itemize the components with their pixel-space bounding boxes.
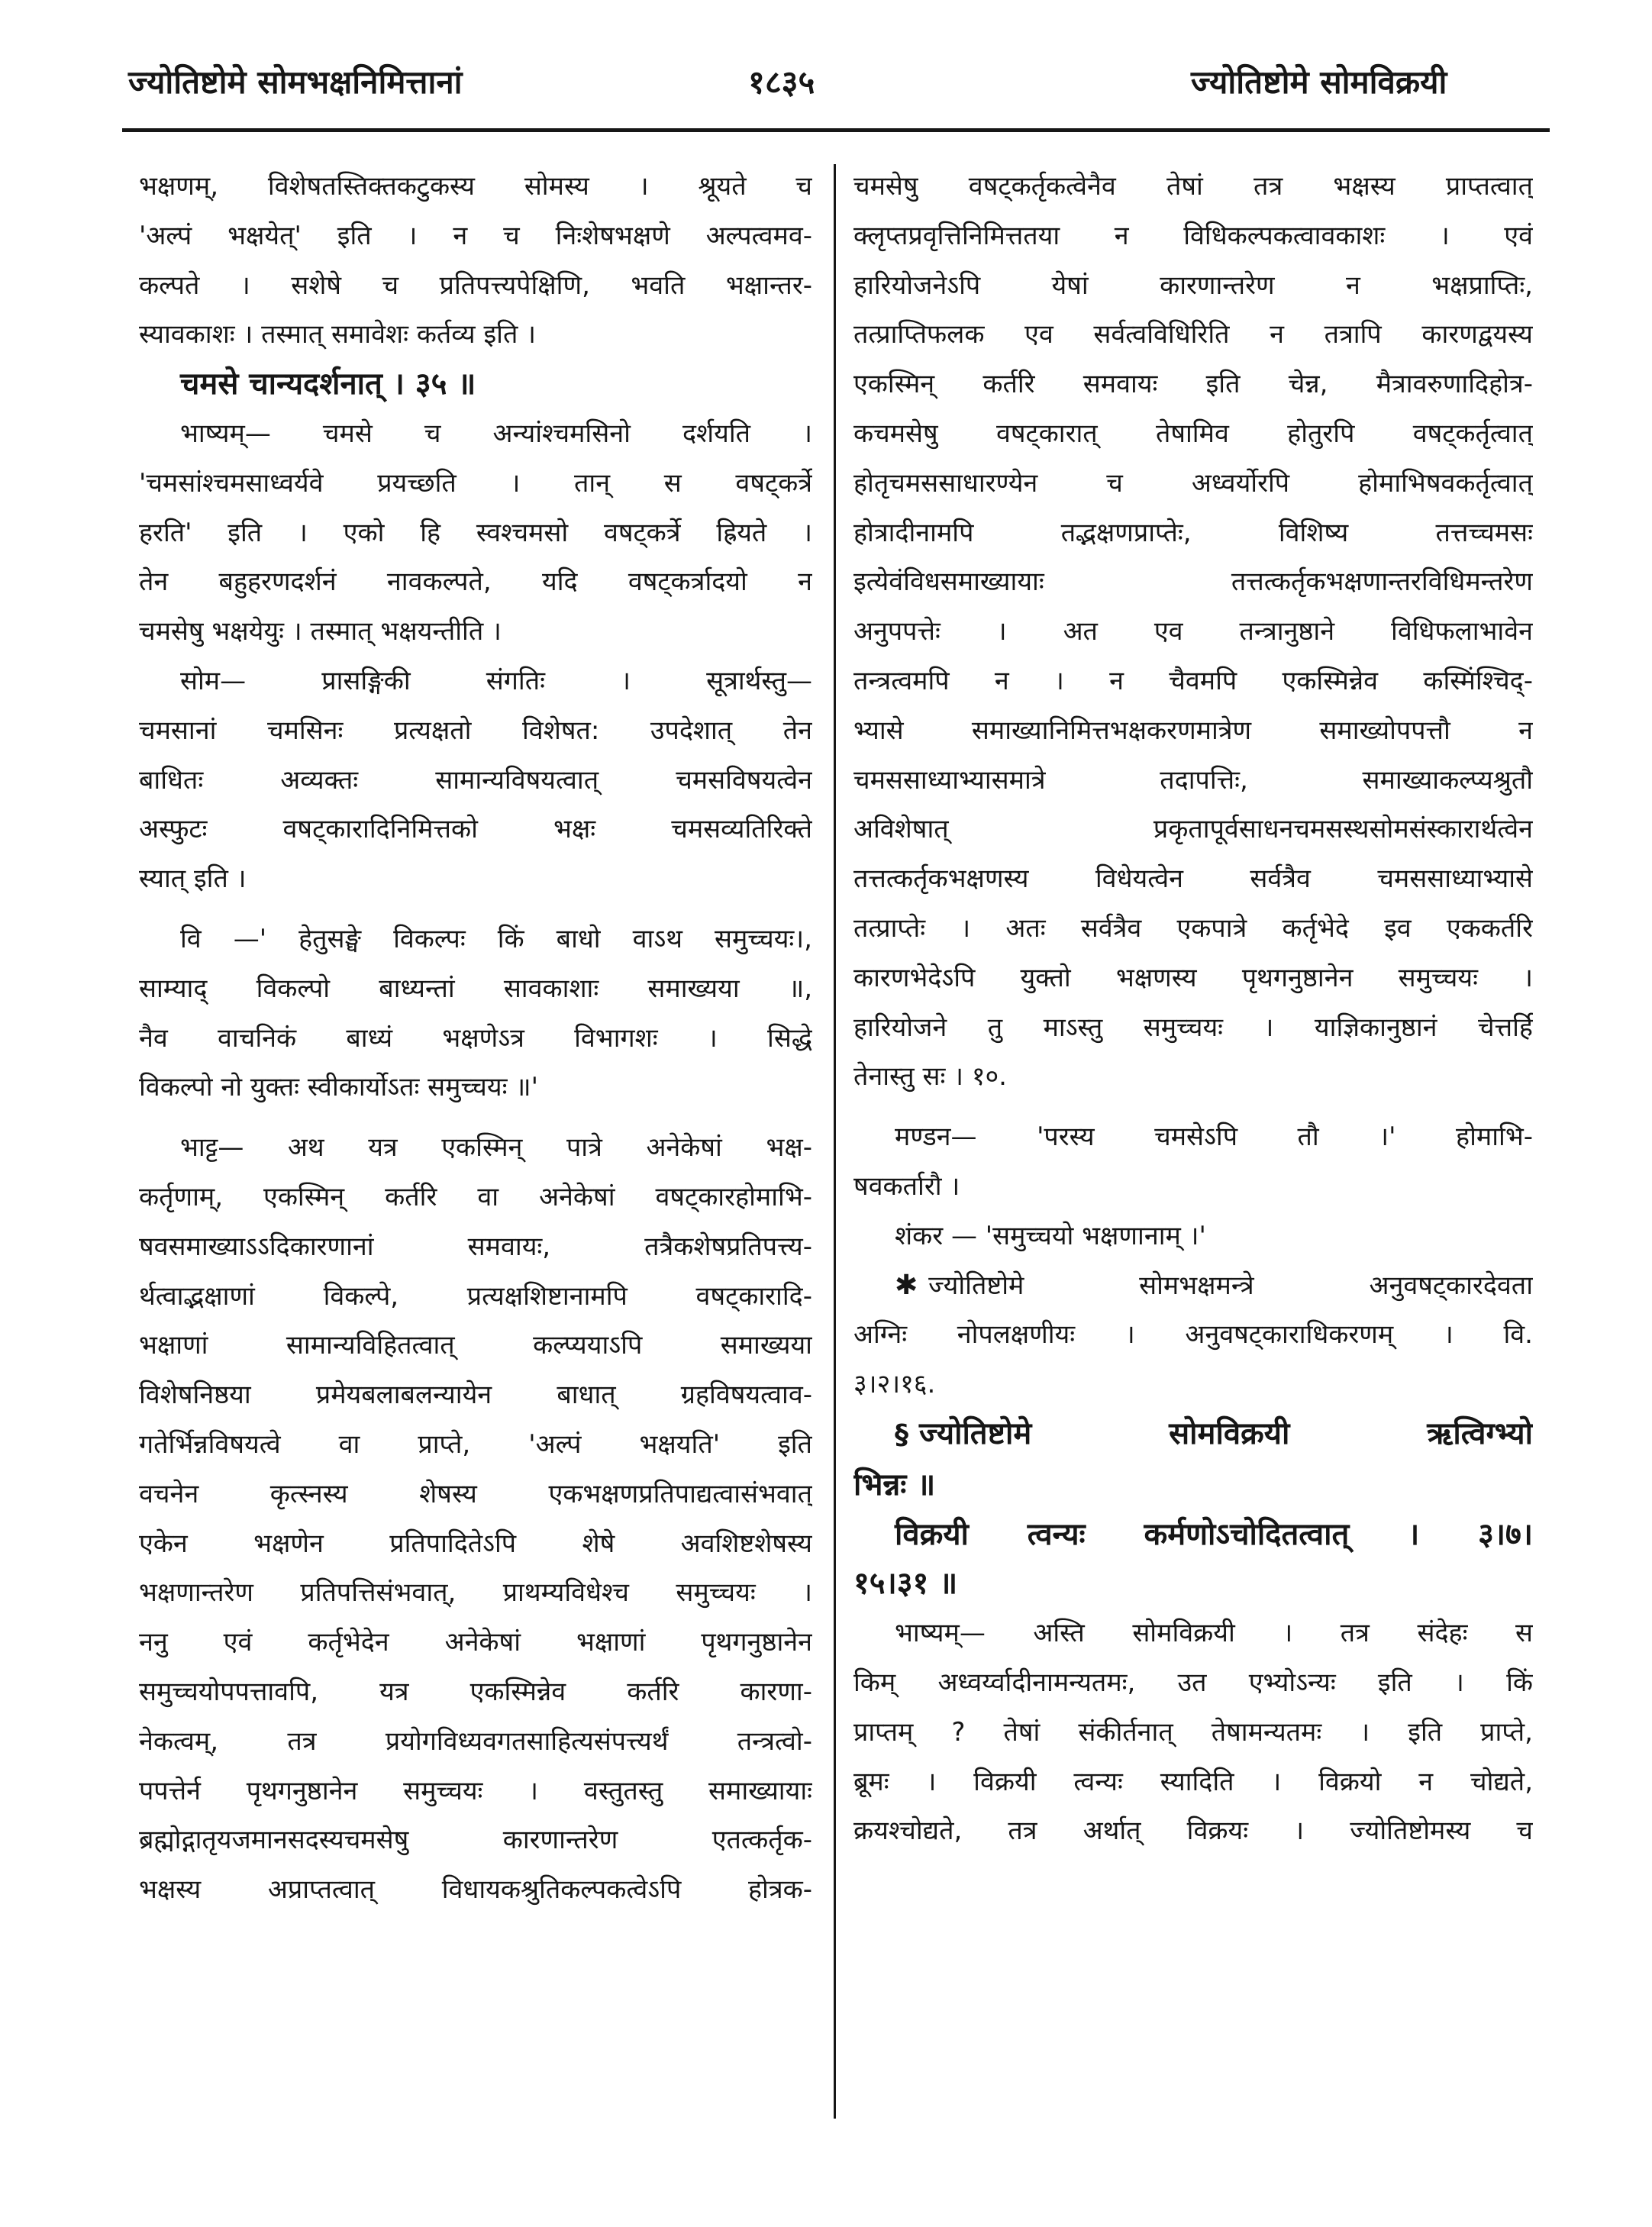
text-line: गतेर्भिन्नविषयत्वे वा प्राप्ते, 'अल्पं भक्षयति' इति <box>139 1428 812 1460</box>
text-line: हारियोजनेऽपि येषां कारणान्तरेण न भक्षप्राप्तिः, <box>853 269 1533 301</box>
paragraph-gap <box>139 904 812 915</box>
running-header-left: ज्योतिष्टोमे सोमभक्षनिमित्तानां <box>128 63 463 101</box>
text-line: एकेन भक्षणेन प्रतिपादितेऽपि शेषे अवशिष्टशेषस्य <box>139 1528 812 1559</box>
text-line: तत्प्राप्तिफलक एव सर्वत्वविधिरिति न तत्रापि कारणद्वयस्य <box>853 319 1533 350</box>
page-number: १८३५ <box>748 63 815 101</box>
text-line: तेन बहुहरणदर्शनं नावकल्पते, यदि वषट्कर्त्रादयो न <box>139 566 812 598</box>
text-line: एकस्मिन् कर्तरि समवायः इति चेन्न, मैत्रावरुणादिहोत्र- <box>853 369 1533 400</box>
text-line: भक्षाणां सामान्यविहितत्वात् कल्प्ययाऽपि समाख्यया <box>139 1330 812 1361</box>
text-line: 'अल्पं भक्षयेत्' इति । न च निःशेषभक्षणे अल्पत्वमव- <box>139 220 812 251</box>
text-line: समुच्चयोपपत्तावपि, यत्र एकस्मिन्नेव कर्तरि कारणा- <box>139 1676 812 1707</box>
text-line: तेनास्तु सः । १०. <box>853 1061 1007 1093</box>
text-line: वि —' हेतुसङ्घे विकल्पः किं बाधो वाऽथ समुच्चयः।, <box>180 923 812 954</box>
text-line: नैव वाचनिकं बाध्यं भक्षणेऽत्र विभागशः । सिद्धे <box>139 1022 812 1054</box>
text-line: ब्रह्मोद्गातृयजमानसदस्यचमसेषु कारणान्तरेण एतत्कर्तृक- <box>139 1825 812 1856</box>
footnote-text: ज्योतिष्टोमे सोमभक्षमन्त्रे अनुवषट्कारदेवता <box>928 1270 1533 1301</box>
text-line: अग्निः नोपलक्षणीयः । अनुवषट्काराधिकरणम् । वि. <box>853 1319 1533 1351</box>
text-line: चमसेषु भक्षयेयुः । तस्मात् भक्षयन्तीति । <box>139 616 502 647</box>
text-line: चमससाध्याभ्यासमात्रे तदापत्तिः, समाख्याकल्प्यश्रुतौ <box>853 764 1533 796</box>
text-line: 'चमसांश्चमसाध्वर्यवे प्रयच्छति । तान् स वषट्कर्त्रे <box>139 467 812 499</box>
text-line: विशेषनिष्ठया प्रमेयबलाबलन्यायेन बाधात् ग्रहविषयत्वाव- <box>139 1380 812 1411</box>
text-line: ब्रूमः । विक्रयी त्वन्यः स्यादिति । विक्रयो न चोद्यते, <box>853 1766 1533 1797</box>
text-line: स्यात् इति । <box>139 863 247 895</box>
star-icon: ✱ <box>895 1269 918 1301</box>
text-line: क्रयश्चोद्यते, तत्र अर्थात् विक्रयः । ज्योतिष्टोमस्य च <box>853 1815 1533 1847</box>
text-line: होत्रादीनामपि तद्भक्षणप्राप्तेः, विशिष्य तत्तच्चमसः <box>853 517 1533 548</box>
paragraph-gap <box>139 1112 812 1123</box>
text-line: क्लृप्तप्रवृत्तिनिमित्ततया न विधिकल्पकत्वावकाशः । एवं <box>853 220 1533 251</box>
text-line: वचनेन कृत्स्नस्य शेषस्य एकभक्षणप्रतिपाद्यत्वासंभवात् <box>139 1478 812 1509</box>
text-line: ३।२।१६. <box>853 1369 936 1400</box>
text-line: कर्तृणाम्, एकस्मिन् कर्तरि वा अनेकेषां वषट्कारहोमाभि- <box>139 1181 812 1212</box>
text-line: भ्यासे समाख्यानिमित्तभक्षकरणमात्रेण समाख्योपपत्तौ न <box>853 715 1533 746</box>
text-line: स्यावकाशः । तस्मात् समावेशः कर्तव्य इति । <box>139 319 537 350</box>
running-header-right: ज्योतिष्टोमे सोमविक्रयी <box>1191 63 1447 101</box>
text-line: सोम— प्रासङ्गिकी संगतिः । सूत्रार्थस्तु— <box>180 665 812 696</box>
text-line: भाट्ट— अथ यत्र एकस्मिन् पात्रे अनेकेषां भक्ष- <box>180 1132 812 1164</box>
text-line: कल्पते । सशेषे च प्रतिपत्त्यपेक्षिणि, भवति भक्षान्तर- <box>139 269 812 301</box>
column-divider <box>834 164 836 2119</box>
text-line: षवकर्तारौ । <box>853 1170 960 1202</box>
text-line: र्थत्वाद्भक्षाणां विकल्पे, प्रत्यक्षशिष्टानामपि वषट्कारादि- <box>139 1280 812 1312</box>
text-line: शंकर — 'समुच्चयो भक्षणानाम् ।' <box>895 1220 1206 1251</box>
text-line: अविशेषात् प्रकृतापूर्वसाधनचमसस्थसोमसंस्कारार्थत्वेन <box>853 814 1533 845</box>
section-heading: ज्योतिष्टोमे सोमविक्रयी ऋत्विग्भ्यो <box>919 1415 1533 1451</box>
text-line: चमसेषु वषट्कर्तृकत्वेनैव तेषां तत्र भक्षस्य प्राप्तत्वात् <box>853 171 1533 202</box>
text-line: भाष्यम्— चमसे च अन्यांश्चमसिनो दर्शयति । <box>180 418 812 449</box>
section-heading-line <box>853 1409 1533 1460</box>
sutra-number: १५।३१ ॥ <box>853 1566 958 1602</box>
text-line: बाधितः अव्यक्तः सामान्यविषयत्वात् चमसविषयत्वेन <box>139 764 812 796</box>
text-line: भक्षणम्, विशेषतस्तिक्तकटुकस्य सोमस्य । श्रूयते च <box>139 171 812 202</box>
text-line: षवसमाख्याऽऽदिकारणानां समवायः, तत्रैकशेषप्रतिपत्त्य- <box>139 1231 812 1262</box>
sutra-heading: विक्रयी त्वन्यः कर्मणोऽचोदितत्वात् । ३।७। <box>895 1516 1533 1552</box>
paragraph-gap <box>853 1102 1533 1112</box>
text-line: चमसानां चमसिनः प्रत्यक्षतो विशेषत: उपदेशात् तेन <box>139 715 812 746</box>
text-line: किम् अध्वर्य्वादीनामन्यतमः, उत एभ्योऽन्यः इति । किं <box>853 1667 1533 1698</box>
text-line: कचमसेषु वषट्कारात् तेषामिव होतुरपि वषट्कर्तृत्वात् <box>853 418 1533 449</box>
sutra-heading: चमसे चान्यदर्शनात् । ३५ ॥ <box>180 366 476 402</box>
text-line: कारणभेदेऽपि युक्तो भक्षणस्य पृथगनुष्ठानेन समुच्चयः । <box>853 962 1533 993</box>
header-rule <box>122 128 1550 132</box>
left-column <box>139 162 812 1915</box>
text-line: तत्प्राप्तेः । अतः सर्वत्रैव एकपात्रे कर्तृभेदे इव एककर्तरि <box>853 912 1533 944</box>
text-line: तन्त्रत्वमपि न । न चैवमपि एकस्मिन्नेव कस्मिंश्चिद्- <box>853 665 1533 696</box>
text-line: ननु एवं कर्तृभेदेन अनेकेषां भक्षाणां पृथगनुष्ठानेन <box>139 1627 812 1658</box>
text-line: हारियोजने तु माऽस्तु समुच्चयः । याज्ञिकानुष्ठानं चेत्तर्हि <box>853 1012 1533 1043</box>
text-line: विकल्पो नो युक्तः स्वीकार्योऽतः समुच्चयः ॥' <box>139 1072 538 1103</box>
text-line: प्राप्तम् ? तेषां संकीर्तनात् तेषामन्यतमः । इति प्राप्ते, <box>853 1716 1533 1748</box>
text-line: मण्डन— 'परस्य चमसेऽपि तौ ।' होमाभि- <box>895 1122 1533 1153</box>
section-mark-icon: § <box>895 1419 908 1451</box>
text-line: भक्षस्य अप्राप्तत्वात् विधायकश्रुतिकल्पकत्वेऽपि होत्रक- <box>139 1874 812 1906</box>
text-line: साम्याद् विकल्पो बाध्यन्तां सावकाशाः समाख्यया ॥, <box>139 973 812 1004</box>
text-line: अनुपपत्तेः । अत एव तन्त्रानुष्ठाने विधिफलाभावेन <box>853 616 1533 647</box>
text-line: इत्येवंविधसमाख्यायाः तत्तत्कर्तृकभक्षणान्तरविधिमन्तरेण <box>853 566 1533 598</box>
text-line: तत्तत्कर्तृकभक्षणस्य विधेयत्वेन सर्वत्रैव चमससाध्याभ्यासे <box>853 863 1533 895</box>
right-column <box>853 162 1533 1856</box>
text-line: होतृचमससाधारण्येन च अध्वर्योरपि होमाभिषवकर्तृत्वात् <box>853 467 1533 499</box>
text-line: नेकत्वम्, तत्र प्रयोगविध्यवगतसाहित्यसंपत्त्यर्थं तन्त्रत्वो- <box>139 1725 812 1757</box>
text-line: पपत्तेर्न पृथगनुष्ठानेन समुच्चयः । वस्तुतस्तु समाख्यायाः <box>139 1775 812 1806</box>
text-line: भक्षणान्तरेण प्रतिपत्तिसंभवात्, प्राथम्यविधेश्च समुच्चयः । <box>139 1577 812 1609</box>
text-line: भाष्यम्— अस्ति सोमविक्रयी । तत्र संदेहः स <box>895 1618 1533 1649</box>
footnote-line <box>853 1261 1533 1311</box>
section-heading-cont: भिन्नः ॥ <box>853 1467 936 1502</box>
text-line: हरति' इति । एको हि स्वश्चमसो वषट्कर्त्रे ह्रियते । <box>139 517 812 548</box>
text-line: अस्फुटः वषट्कारादिनिमित्तको भक्षः चमसव्यतिरिक्ते <box>139 814 812 845</box>
